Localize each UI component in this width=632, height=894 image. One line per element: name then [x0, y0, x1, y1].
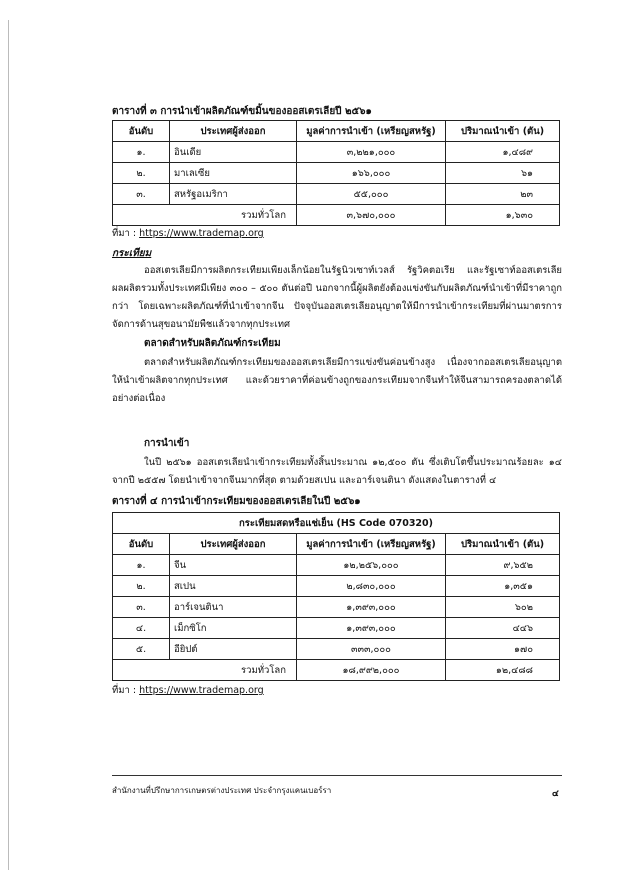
scan-edge-line [8, 20, 9, 870]
garlic-paragraph-3 [112, 454, 562, 490]
table3 [112, 120, 560, 226]
qty-cell: ๒๓ [446, 184, 560, 205]
total-qty: ๑๒,๔๘๘ [446, 660, 560, 681]
garlic-heading: กระเทียม [112, 248, 152, 259]
table-row [113, 142, 560, 163]
total-label: รวมทั่วโลก [113, 660, 297, 681]
paragraph-text: ในปี ๒๕๖๑ ออสเตรเลียนำเข้ากระเทียมทั้งสิ้นประมาณ ๑๒,๕๐๐ ตัน ซึ่งเติบโตขึ้นประมาณร้อยละ ๑๔ จากปี ๒๕๕๗ โดยนำเข้าจากจีนมากที่สุด ตามด้วยสเปน และอาร์เจนตินา ดังแสดงในตารางที่ ๔ [112, 457, 562, 486]
table4-span-header: กระเทียมสดหรือแช่เย็น (HS Code 070320) [113, 513, 560, 534]
value-cell: ๓๓๓,๐๐๐ [297, 639, 446, 660]
qty-cell: ๑๗๐ [446, 639, 560, 660]
table-row [113, 618, 560, 639]
table3-total-row [113, 205, 560, 226]
total-value: ๓,๖๗๐,๐๐๐ [297, 205, 446, 226]
table-row [113, 555, 560, 576]
market-heading: ตลาดสำหรับผลิตภัณฑ์กระเทียม [144, 338, 281, 349]
source-link[interactable]: https://www.trademap.org [139, 228, 264, 239]
rank-cell: ๒. [113, 576, 170, 597]
qty-cell: ๖๐๒ [446, 597, 560, 618]
header-country: ประเทศผู้ส่งออก [170, 534, 297, 555]
table3-caption: ตารางที่ ๓ การนำเข้าผลิตภัณฑ์ขมิ้นของออสเตรเลียปี ๒๕๖๑ [112, 106, 372, 117]
table-row [113, 576, 560, 597]
qty-cell: ๑,๓๕๑ [446, 576, 560, 597]
footer-divider [112, 775, 562, 776]
country-cell: อียิปต์ [170, 639, 297, 660]
qty-cell: ๙,๖๕๒ [446, 555, 560, 576]
table-row [113, 597, 560, 618]
qty-cell: ๖๑ [446, 163, 560, 184]
table4 [112, 512, 560, 681]
table4-header-row [113, 534, 560, 555]
source-link[interactable]: https://www.trademap.org [139, 685, 264, 696]
table3-source [112, 226, 264, 241]
rank-cell: ๑. [113, 555, 170, 576]
country-cell: เม็กซิโก [170, 618, 297, 639]
header-rank: อันดับ [113, 121, 170, 142]
header-qty: ปริมาณนำเข้า (ตัน) [446, 534, 560, 555]
qty-cell: ๑,๔๘๙ [446, 142, 560, 163]
country-cell: สเปน [170, 576, 297, 597]
table4-source [112, 683, 264, 698]
total-label: รวมทั่วโลก [113, 205, 297, 226]
value-cell: ๑๖๖,๐๐๐ [297, 163, 446, 184]
rank-cell: ๔. [113, 618, 170, 639]
header-country: ประเทศผู้ส่งออก [170, 121, 297, 142]
table4-total-row [113, 660, 560, 681]
country-cell: อินเดีย [170, 142, 297, 163]
garlic-paragraph-1 [112, 262, 562, 334]
value-cell: ๑,๓๙๓,๐๐๐ [297, 618, 446, 639]
footer-office: สำนักงานที่ปรึกษาการเกษตรต่างประเทศ ประจำกรุงแคนเบอร์รา [112, 786, 332, 795]
source-prefix: ที่มา : [112, 685, 140, 696]
rank-cell: ๓. [113, 597, 170, 618]
country-cell: มาเลเซีย [170, 163, 297, 184]
value-cell: ๕๕,๐๐๐ [297, 184, 446, 205]
header-value: มูลค่าการนำเข้า (เหรียญสหรัฐ) [297, 121, 446, 142]
page-number: ๔ [552, 789, 559, 799]
value-cell: ๑๒,๒๕๖,๐๐๐ [297, 555, 446, 576]
import-heading: การนำเข้า [144, 438, 190, 449]
paragraph-text: ตลาดสำหรับผลิตภัณฑ์กระเทียมของออสเตรเลียมีการแข่งขันค่อนข้างสูง เนื่องจากออสเตรเลียอนุญาตให้นำเข้าผลิตจากทุกประเทศ และด้วยราคาที่ค่อนข้างถูกของกระเทียมจากจีนทำให้จีนสามารถครองตลาดได้อย่างต่อเนื่อง [112, 357, 562, 404]
paragraph-text: ออสเตรเลียมีการผลิตกระเทียมเพียงเล็กน้อยในรัฐนิวเซาท์เวลส์ รัฐวิคตอเรีย และรัฐเซาท์ออสเตรเลีย ผลผลิตรวมทั้งประเทศมีเพียง ๓๐๐ – ๕๐๐ ตันต่อปี นอกจากนี้ผู้ผลิตยังต้องแข่งขันกับผลิตภัณฑ์นำเข้าที่มีราคาถูกกว่า โดยเฉพาะผลิตภัณฑ์ที่นำเข้าจากจีน ปัจจุบันออสเตรเลียอนุญาตให้มีการนำเข้ากระเทียมที่ผ่านมาตรการจัดการด้านสุขอนามัยพืชแล้วจากทุกประเทศ [112, 265, 562, 330]
rank-cell: ๒. [113, 163, 170, 184]
header-value: มูลค่าการนำเข้า (เหรียญสหรัฐ) [297, 534, 446, 555]
total-value: ๑๘,๙๙๒,๐๐๐ [297, 660, 446, 681]
rank-cell: ๑. [113, 142, 170, 163]
table-row [113, 639, 560, 660]
value-cell: ๑,๓๙๓,๐๐๐ [297, 597, 446, 618]
country-cell: จีน [170, 555, 297, 576]
value-cell: ๒,๘๓๐,๐๐๐ [297, 576, 446, 597]
qty-cell: ๔๔๖ [446, 618, 560, 639]
table-row [113, 184, 560, 205]
value-cell: ๓,๒๒๑,๐๐๐ [297, 142, 446, 163]
garlic-paragraph-2 [112, 354, 562, 408]
rank-cell: ๕. [113, 639, 170, 660]
total-qty: ๑,๖๓๐ [446, 205, 560, 226]
country-cell: สหรัฐอเมริกา [170, 184, 297, 205]
rank-cell: ๓. [113, 184, 170, 205]
table-row [113, 163, 560, 184]
header-rank: อันดับ [113, 534, 170, 555]
table4-span-header-row [113, 513, 560, 534]
country-cell: อาร์เจนตินา [170, 597, 297, 618]
table4-caption: ตารางที่ ๔ การนำเข้ากระเทียมของออสเตรเลียในปี ๒๕๖๑ [112, 496, 361, 507]
source-prefix: ที่มา : [112, 228, 140, 239]
header-qty: ปริมาณนำเข้า (ตัน) [446, 121, 560, 142]
table3-header-row [113, 121, 560, 142]
